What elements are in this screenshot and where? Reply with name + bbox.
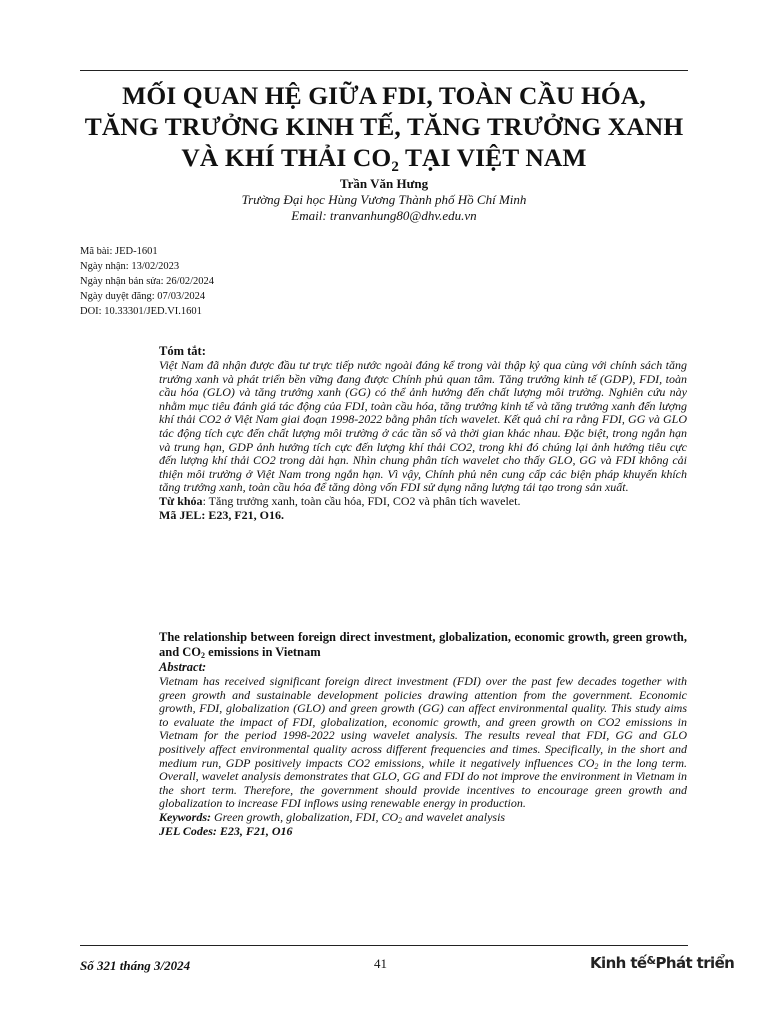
title-line-3 — [80, 142, 688, 173]
en-abstract-heading: Abstract: — [159, 660, 207, 674]
top-rule — [80, 70, 688, 71]
en-title — [159, 630, 687, 660]
meta-article-code: Mã bài: JED-1601 — [80, 246, 158, 257]
en-body-subscript: 2 — [594, 761, 599, 771]
en-title-subscript: 2 — [201, 651, 206, 660]
title-line-1: MỐI QUAN HỆ GIỮA FDI, TOÀN CẦU HÓA, — [122, 81, 646, 110]
en-keywords-label: Keywords: — [159, 809, 211, 824]
vn-keywords-label: Từ khóa — [159, 493, 203, 508]
en-keywords-pre: Green growth, globalization, FDI, CO — [211, 809, 399, 824]
meta-doi: DOI: 10.33301/JED.VI.1601 — [80, 306, 202, 317]
en-keywords — [159, 811, 687, 825]
article-meta — [80, 244, 214, 319]
footer-issue: Số 321 tháng 3/2024 — [80, 958, 191, 973]
article-title — [80, 80, 688, 173]
author-email: Email: tranvanhung80@dhv.edu.vn — [291, 208, 477, 223]
journal-logo-part-a: Kinh tế — [590, 954, 647, 972]
journal-logo-amp: & — [646, 954, 656, 967]
author-name: Trần Văn Hưng — [339, 176, 429, 191]
title-subscript: 2 — [391, 159, 399, 175]
en-body-pre: Vietnam has received significant foreign direct investment (FDI) over the past few decades together with green growth and sustainable development policies drawing attention from the government. Economic growth, FDI, globalization (GLO) and green growth (GG) can affect environmental quality. This study aims to evaluate the impact of FDI, globalization, economic growth, and green growth on CO2 emissions in Vietnam for the period 1998-2022 using wavelet analysis. The results reveal that FDI, GG and GLO positively affect environmental quality across different frequencies and times. Specifically, in the short and medium run, GDP positively impacts CO2 emissions, while it negatively influences CO — [159, 674, 687, 770]
english-abstract — [159, 630, 687, 838]
en-abstract-body — [159, 675, 687, 811]
en-body-post: in the long term. Overall, wavelet analysis demonstrates that GLO, GG and FDI do not improve the environment in Vietnam in the short term. Therefore, the government should provide incentives to encourage green growth and globalization to increase FDI inflows using renewable energy in production. — [159, 755, 687, 811]
meta-received: Ngày nhận: 13/02/2023 — [80, 261, 180, 272]
title-line-3-pre: VÀ KHÍ THẢI CO — [181, 143, 392, 172]
bottom-rule — [80, 945, 688, 946]
vn-keywords-text: : Tăng trưởng xanh, toàn cầu hóa, FDI, CO2 và phân tích wavelet. — [202, 493, 521, 508]
en-keywords-subscript: 2 — [398, 815, 403, 825]
en-title-post: emissions in Vietnam — [205, 645, 321, 659]
en-jel-codes: JEL Codes: E23, F21, O16 — [159, 823, 293, 838]
journal-logo — [590, 954, 734, 972]
en-title-pre: The relationship between foreign direct investment, globalization, economic growth, green growth, and CO — [159, 630, 687, 659]
vn-jel-codes: Mã JEL: E23, F21, O16. — [159, 507, 284, 522]
vn-abstract-heading: Tóm tắt: — [159, 344, 206, 358]
title-line-3-post: TẠI VIỆT NAM — [398, 143, 587, 172]
footer-page-number: 41 — [374, 956, 387, 971]
journal-logo-part-b: Phát triển — [655, 954, 735, 972]
vn-abstract-body: Việt Nam đã nhận được đầu tư trực tiếp nước ngoài đáng kể trong vài thập kỷ qua cùng với chính sách tăng trưởng xanh và phát triển bền vững đang được Chính phủ quan tâm. Tăng trưởng kinh tế (GDP), FDI, toàn cầu hóa (GLO) và tăng trưởng xanh (GG) có thể ảnh hưởng đến chất lượng môi trường. Nghiên cứu này nhằm mục tiêu đánh giá tác động của FDI, toàn cầu hóa, tăng trưởng kinh tế và tăng trưởng xanh đến lượng khí thải CO2 ở Việt Nam giai đoạn 1998-2022 bằng phân tích wavelet. Kết quả chỉ ra rằng FDI, GG và GLO tác động tích cực đến chất lượng môi trường ở các tần số và thời gian khác nhau. Đặc biệt, trong ngắn hạn và trung hạn, GDP ảnh hưởng tích cực đến lượng khí thải CO2, trong khi đó chúng lại ảnh hưởng tiêu cực đến lượng khí thải CO2 trong dài hạn. Nhìn chung phân tích wavelet cho thấy GLO, GG và FDI không cải thiện môi trường ở Việt Nam trong ngắn hạn. Vì vậy, Chính phủ nên cung cấp các biện pháp khuyến khích tăng trưởng xanh, toàn cầu hóa để tăng dòng vốn FDI sử dụng năng lượng tái tạo trong sản xuất. — [159, 358, 687, 495]
meta-revised: Ngày nhận bản sửa: 26/02/2024 — [80, 276, 215, 287]
vn-keywords — [159, 495, 687, 509]
meta-accepted: Ngày duyệt đăng: 07/03/2024 — [80, 291, 206, 302]
author-affiliation: Trường Đại học Hùng Vương Thành phố Hồ Chí Minh — [241, 192, 527, 207]
en-keywords-post: and wavelet analysis — [402, 809, 506, 824]
title-line-2: TĂNG TRƯỞNG KINH TẾ, TĂNG TRƯỞNG XANH — [84, 112, 684, 141]
vietnamese-abstract — [159, 344, 687, 522]
